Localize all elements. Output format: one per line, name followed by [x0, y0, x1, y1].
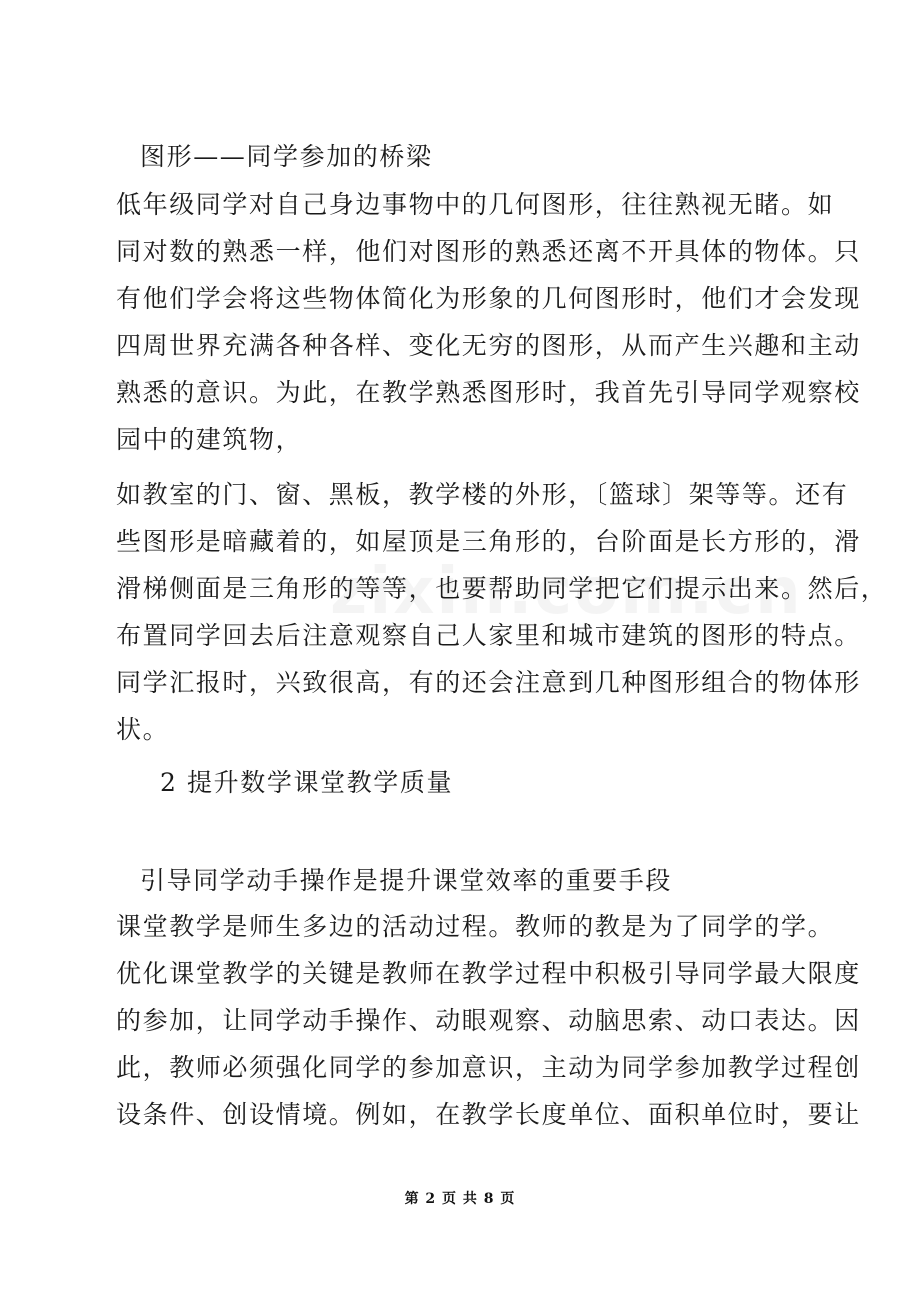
paragraph-line: 布置同学回去后注意观察自己人家里和城市建筑的图形的特点。: [116, 621, 861, 650]
paragraph-line: 熟悉的意识。为此，在教学熟悉图形时，我首先引导同学观察校: [116, 378, 861, 407]
paragraph-line: 状。: [116, 715, 170, 744]
paragraph-line: 同学汇报时，兴致很高，有的还会注意到几种图形组合的物体形: [116, 668, 861, 697]
paragraph-line: 设条件、创设情境。例如，在教学长度单位、面积单位时，要让: [116, 1100, 861, 1129]
paragraph-line: 滑梯侧面是三角形的等等，也要帮助同学把它们提示出来。然后，: [116, 574, 888, 603]
paragraph-line: 四周世界充满各种各样、变化无穷的图形，从而产生兴趣和主动: [116, 331, 861, 360]
paragraph-line: 园中的建筑物，: [116, 425, 303, 454]
paragraph-line: 有他们学会将这些物体简化为形象的几何图形时，他们才会发现: [116, 284, 861, 313]
paragraph-line: 的参加，让同学动手操作、动眼观察、动脑思索、动口表达。因: [116, 1006, 861, 1035]
section-heading-bridge: 图形——同学参加的桥梁: [140, 142, 433, 171]
section-heading-hands-on: 引导同学动手操作是提升课堂效率的重要手段: [140, 866, 673, 895]
section-heading-quality: 2 提升数学课堂教学质量: [160, 768, 454, 797]
paragraph-line: 优化课堂教学的关键是教师在教学过程中积极引导同学最大限度: [116, 959, 861, 988]
page-number: 第 2 页 共 8 页: [404, 1191, 516, 1207]
paragraph-line: 如教室的门、窗、黑板，教学楼的外形，〔篮球〕架等等。还有: [116, 480, 849, 509]
paragraph-line: 低年级同学对自己身边事物中的几何图形，往往熟视无睹。如: [116, 190, 835, 219]
paragraph-line: 课堂教学是师生多边的活动过程。教师的教是为了同学的学。: [116, 912, 835, 941]
paragraph-line: 此，教师必须强化同学的参加意识，主动为同学参加教学过程创: [116, 1053, 861, 1082]
paragraph-line: 些图形是暗藏着的，如屋顶是三角形的，台阶面是长方形的，滑: [116, 527, 861, 556]
paragraph-line: 同对数的熟悉一样，他们对图形的熟悉还离不开具体的物体。只: [116, 237, 861, 266]
